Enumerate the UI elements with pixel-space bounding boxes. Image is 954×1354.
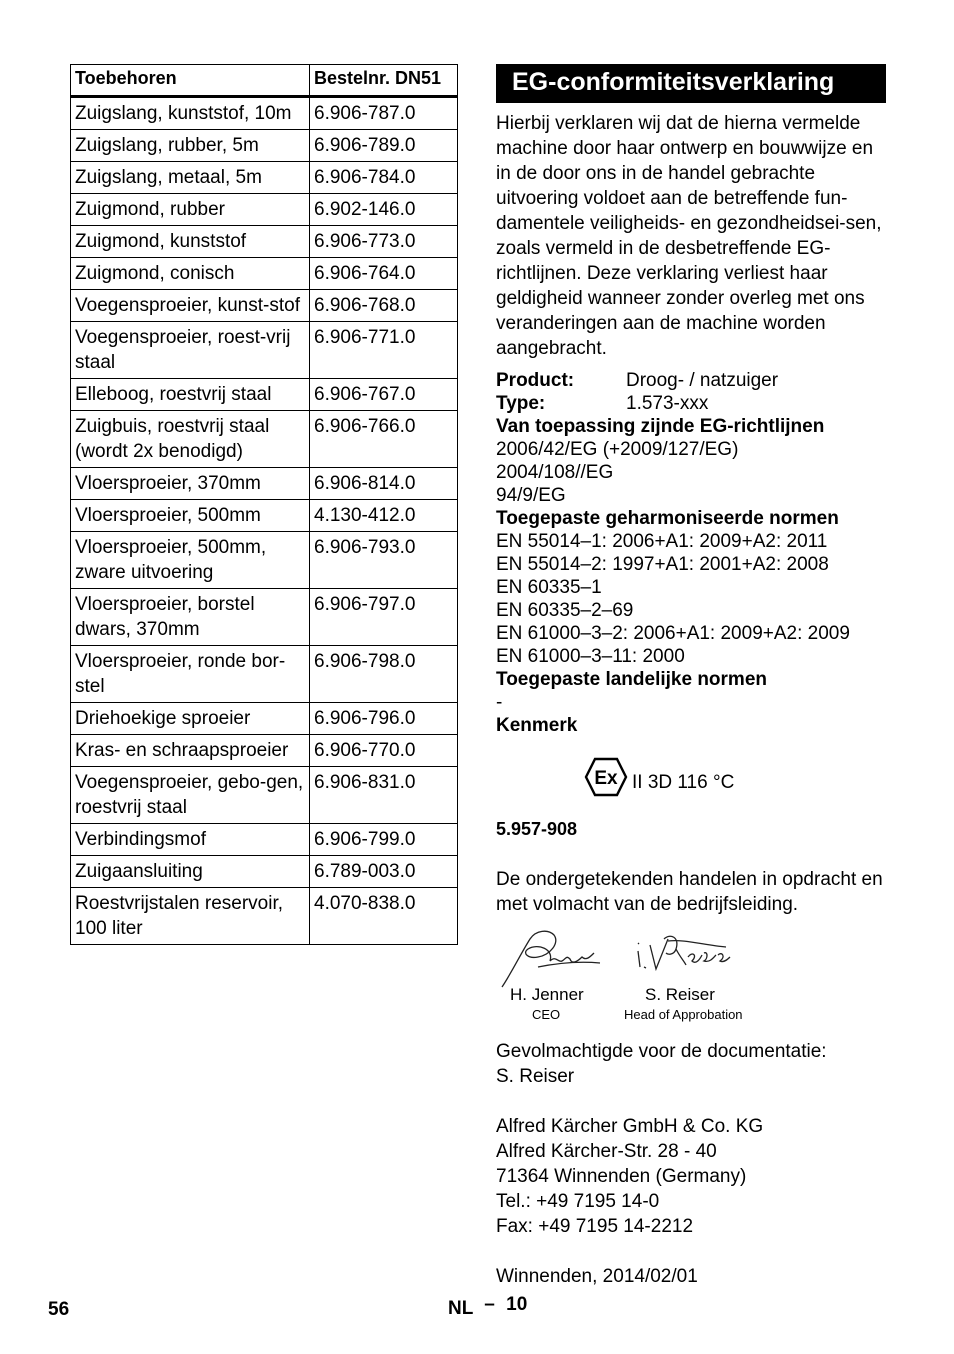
signature-area bbox=[496, 925, 886, 1025]
table-row bbox=[71, 532, 458, 589]
harmonised-standard-item: EN 60335–2–69 bbox=[496, 600, 634, 621]
table-row bbox=[71, 468, 458, 500]
order-number-cell: 6.906-789.0 bbox=[310, 130, 458, 162]
order-number-cell: 6.906-767.0 bbox=[310, 379, 458, 411]
order-number-cell: 4.130-412.0 bbox=[310, 500, 458, 532]
signature-jenner-icon bbox=[498, 927, 608, 989]
accessory-name-cell: Vloersproeier, 500mm bbox=[71, 500, 310, 532]
table-row bbox=[71, 646, 458, 703]
accessory-name-cell: Vloersproeier, ronde bor-stel bbox=[71, 646, 310, 703]
directives-list bbox=[496, 438, 886, 507]
type-row bbox=[496, 392, 886, 415]
signer1-role: CEO bbox=[532, 1007, 561, 1022]
table-row bbox=[71, 194, 458, 226]
harmonised-heading: Toegepaste geharmoniseerde normen bbox=[496, 508, 839, 529]
accessory-name-cell: Vloersproeier, borstel dwars, 370mm bbox=[71, 589, 310, 646]
table-header-row bbox=[71, 65, 458, 97]
ex-marking-text: II 3D 116 °C bbox=[632, 772, 735, 793]
table-row bbox=[71, 258, 458, 290]
table-body bbox=[71, 97, 458, 945]
table-row bbox=[71, 226, 458, 258]
order-number-cell: 6.906-787.0 bbox=[310, 97, 458, 130]
directive-item: 94/9/EG bbox=[496, 485, 566, 506]
table-row bbox=[71, 589, 458, 646]
table-row bbox=[71, 824, 458, 856]
accessory-name-cell: Zuigslang, rubber, 5m bbox=[71, 130, 310, 162]
harmonised-standard-item: EN 55014–2: 1997+A1: 2001+A2: 2008 bbox=[496, 554, 829, 575]
accessory-name-cell: Elleboog, roestvrij staal bbox=[71, 379, 310, 411]
directive-item: 2006/42/EG (+2009/127/EG) bbox=[496, 439, 739, 460]
product-row bbox=[496, 369, 886, 392]
accessory-name-cell: Zuigslang, metaal, 5m bbox=[71, 162, 310, 194]
table-row bbox=[71, 162, 458, 194]
order-number-cell: 6.906-770.0 bbox=[310, 735, 458, 767]
address-block bbox=[496, 1114, 886, 1239]
order-number-cell: 6.902-146.0 bbox=[310, 194, 458, 226]
harmonised-standard-item: EN 61000–3–2: 2006+A1: 2009+A2: 2009 bbox=[496, 623, 850, 644]
order-number-cell: 6.906-831.0 bbox=[310, 767, 458, 824]
accessories-table bbox=[70, 64, 458, 945]
address-line: Tel.: +49 7195 14-0 bbox=[496, 1191, 660, 1212]
order-number-cell: 6.906-764.0 bbox=[310, 258, 458, 290]
order-number-cell: 6.906-766.0 bbox=[310, 411, 458, 468]
accessory-name-cell: Zuigmond, kunststof bbox=[71, 226, 310, 258]
accessory-name-cell: Zuigmond, conisch bbox=[71, 258, 310, 290]
table-row bbox=[71, 130, 458, 162]
table-row bbox=[71, 411, 458, 468]
accessory-name-cell: Kras- en schraapsproeier bbox=[71, 735, 310, 767]
accessory-name-cell: Vloersproeier, 500mm, zware uitvoering bbox=[71, 532, 310, 589]
signer2-role: Head of Approbation bbox=[624, 1007, 743, 1022]
harmonised-standard-item: EN 61000–3–11: 2000 bbox=[496, 646, 685, 667]
ex-symbol-text: Ex bbox=[594, 768, 618, 789]
type-label: Type: bbox=[496, 393, 546, 414]
directives-heading: Van toepassing zijnde EG-richtlijnen bbox=[496, 416, 825, 437]
order-number-cell: 4.070-838.0 bbox=[310, 888, 458, 945]
table-row bbox=[71, 735, 458, 767]
address-line: 71364 Winnenden (Germany) bbox=[496, 1166, 747, 1187]
footer-section-page: 10 bbox=[506, 1294, 528, 1315]
accessory-name-cell: Zuigslang, kunststof, 10m bbox=[71, 97, 310, 130]
product-value: Droog- / natzuiger bbox=[626, 370, 779, 391]
signer1-name: H. Jenner bbox=[510, 985, 584, 1004]
accessory-name-cell: Verbindingsmof bbox=[71, 824, 310, 856]
declaration-section bbox=[496, 64, 886, 1289]
type-value: 1.573-xxx bbox=[626, 393, 709, 414]
column-header-order-number: Bestelnr. DN51 bbox=[310, 65, 458, 97]
footer-language: NL bbox=[448, 1298, 473, 1319]
order-number-cell: 6.906-799.0 bbox=[310, 824, 458, 856]
ex-hexagon-icon bbox=[584, 757, 628, 797]
page-number: 56 bbox=[48, 1299, 70, 1320]
address-line: Alfred Kärcher GmbH & Co. KG bbox=[496, 1116, 764, 1137]
declaration-heading: EG-conformiteitsverklaring bbox=[496, 64, 886, 103]
accessory-name-cell: Zuigaansluiting bbox=[71, 856, 310, 888]
signatories-text: De ondergetekenden handelen in opdracht en met volmacht van de bedrijfsleiding. bbox=[496, 869, 883, 915]
order-number-cell: 6.906-773.0 bbox=[310, 226, 458, 258]
documentation-label: Gevolmachtigde voor de documentatie: bbox=[496, 1041, 827, 1062]
signer2-name: S. Reiser bbox=[645, 985, 715, 1004]
national-value: - bbox=[496, 692, 503, 713]
order-number-cell: 6.906-784.0 bbox=[310, 162, 458, 194]
national-heading: Toegepaste landelijke normen bbox=[496, 669, 768, 690]
marking-heading: Kenmerk bbox=[496, 715, 578, 736]
accessory-name-cell: Vloersproeier, 370mm bbox=[71, 468, 310, 500]
table-row bbox=[71, 290, 458, 322]
table-row bbox=[71, 856, 458, 888]
table-row bbox=[71, 97, 458, 130]
product-info bbox=[496, 369, 886, 737]
footer-dash: – bbox=[484, 1294, 495, 1315]
table-row bbox=[71, 767, 458, 824]
declaration-intro: Hierbij verklaren wij dat de hierna vermelde machine door haar ontwerp en bouwwijze en in de door ons in de handel gebrachte uitvoering voldoet aan de betreffende fun-damentele veiligheids- en gezondheidsei-sen, zoals vermeld in de desbetreffende EG-richtlijnen. Deze verklaring verliest haar geldigheid wanneer zonder overleg met ons veranderingen aan de machine worden aangebracht. bbox=[496, 113, 882, 359]
column-header-accessory: Toebehoren bbox=[71, 65, 310, 97]
order-number-cell: 6.906-768.0 bbox=[310, 290, 458, 322]
place-date: Winnenden, 2014/02/01 bbox=[496, 1266, 698, 1287]
accessory-name-cell: Zuigmond, rubber bbox=[71, 194, 310, 226]
ex-marking-row bbox=[496, 757, 886, 797]
accessory-name-cell: Voegensproeier, kunst-stof bbox=[71, 290, 310, 322]
directive-item: 2004/108//EG bbox=[496, 462, 614, 483]
accessory-name-cell: Driehoekige sproeier bbox=[71, 703, 310, 735]
part-number: 5.957-908 bbox=[496, 819, 578, 839]
accessory-name-cell: Voegensproeier, gebo-gen, roestvrij staal bbox=[71, 767, 310, 824]
table-row bbox=[71, 379, 458, 411]
documentation-name: S. Reiser bbox=[496, 1066, 575, 1087]
order-number-cell: 6.789-003.0 bbox=[310, 856, 458, 888]
harmonised-list bbox=[496, 530, 886, 668]
address-line: Fax: +49 7195 14-2212 bbox=[496, 1216, 694, 1237]
order-number-cell: 6.906-798.0 bbox=[310, 646, 458, 703]
accessory-name-cell: Zuigbuis, roestvrij staal (wordt 2x benodigd) bbox=[71, 411, 310, 468]
order-number-cell: 6.906-796.0 bbox=[310, 703, 458, 735]
product-label: Product: bbox=[496, 370, 575, 391]
table-row bbox=[71, 703, 458, 735]
harmonised-standard-item: EN 60335–1 bbox=[496, 577, 602, 598]
signature-reiser-icon bbox=[634, 931, 734, 981]
harmonised-standard-item: EN 55014–1: 2006+A1: 2009+A2: 2011 bbox=[496, 531, 828, 552]
accessory-name-cell: Voegensproeier, roest-vrij staal bbox=[71, 322, 310, 379]
table-row bbox=[71, 322, 458, 379]
order-number-cell: 6.906-797.0 bbox=[310, 589, 458, 646]
table-row bbox=[71, 500, 458, 532]
order-number-cell: 6.906-771.0 bbox=[310, 322, 458, 379]
order-number-cell: 6.906-793.0 bbox=[310, 532, 458, 589]
order-number-cell: 6.906-814.0 bbox=[310, 468, 458, 500]
page-footer-section bbox=[448, 1294, 528, 1320]
table-row bbox=[71, 888, 458, 945]
accessory-name-cell: Roestvrijstalen reservoir, 100 liter bbox=[71, 888, 310, 945]
address-line: Alfred Kärcher-Str. 28 - 40 bbox=[496, 1141, 717, 1162]
